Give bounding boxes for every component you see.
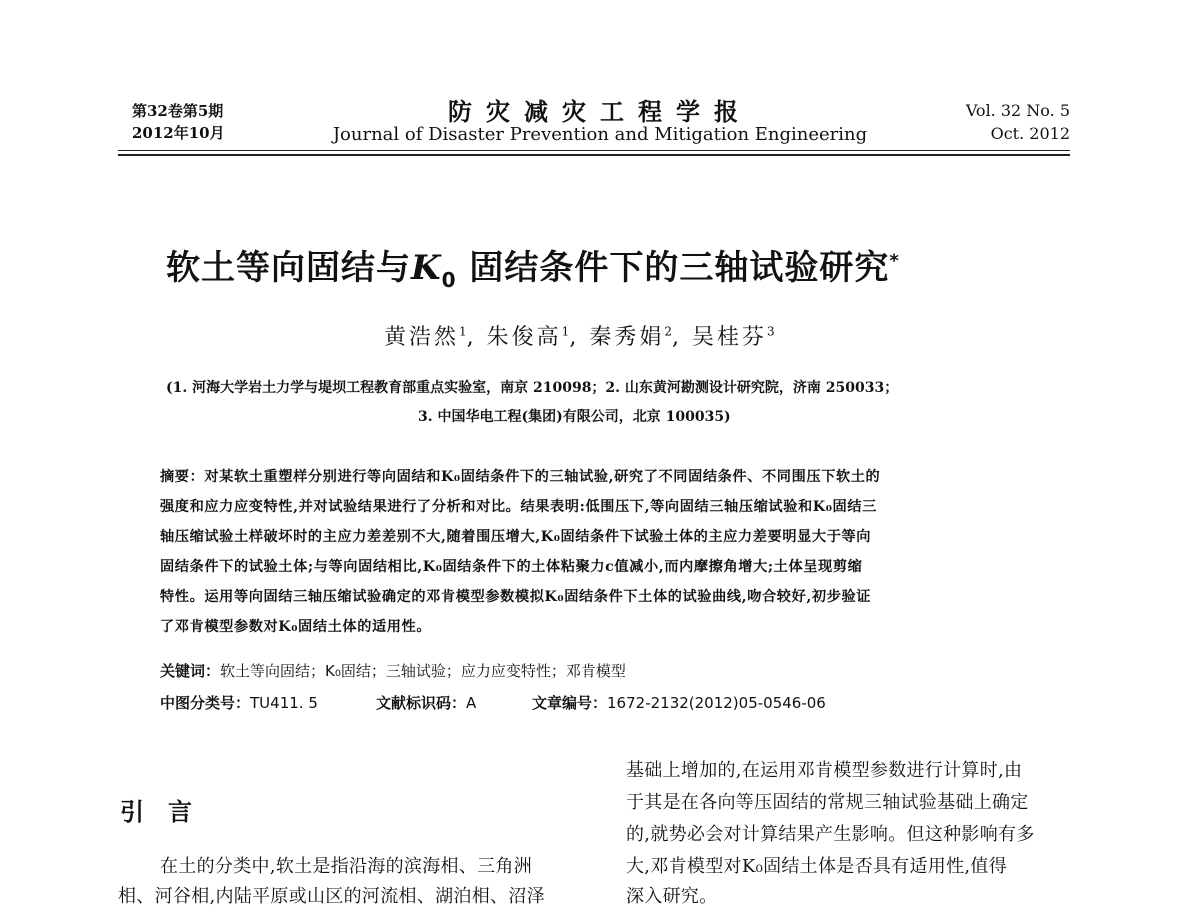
body-line-right: 基础上增加的,在运用邓肯模型参数进行计算时,由	[626, 760, 1023, 781]
volume-issue-en: Vol. 32 No. 5	[965, 101, 1070, 120]
clc-value: TU411. 5	[250, 694, 318, 712]
keywords-value: 软土等向固结；K₀固结；三轴试验；应力应变特性；邓肯模型	[220, 662, 626, 680]
clc-number	[160, 692, 318, 713]
article-number-label: 文章编号：	[532, 694, 608, 712]
article-number	[532, 692, 826, 713]
author-affil-ref: 1	[459, 324, 467, 339]
body-line-right: 的,就势必会对计算结果产生影响。但这种影响有多	[626, 824, 1035, 845]
body-line-right: 深入研究。	[626, 886, 718, 907]
journal-title-en: Journal of Disaster Prevention and Mitigation Engineering	[332, 124, 868, 145]
title-text-2: 固结条件下的三轴试验研究	[469, 248, 890, 288]
section-heading-intro: 引言	[120, 798, 216, 826]
article-number-value: 1672-2132(2012)05-0546-06	[607, 694, 826, 712]
author-name: 吴桂芬	[691, 325, 767, 350]
body-line-left: 相、河谷相,内陆平原或山区的河流相、湖泊相、沼泽	[118, 886, 545, 907]
abstract-line	[160, 466, 880, 486]
author-name: 黄浩然	[384, 325, 460, 350]
author-affil-ref: 3	[766, 324, 775, 339]
author-affil-ref: 2	[664, 324, 672, 339]
abstract-line: 特性。运用等向固结三轴压缩试验确定的邓肯模型参数模拟K₀固结条件下土体的试验曲线,吻合较好,初步验证	[160, 589, 872, 605]
author-affil-ref: 1	[561, 324, 570, 339]
date-cn: 2012年10月	[132, 124, 225, 142]
doc-code-value: A	[466, 694, 477, 712]
header-rule-thick	[118, 154, 1070, 156]
affiliation-line-1: (1. 河海大学岩土力学与堤坝工程教育部重点实验室，南京 210098；2. 山东黄河勘测设计研究院，济南 250033；	[166, 380, 899, 396]
abstract-line: 了邓肯模型参数对K₀固结土体的适用性。	[160, 619, 432, 635]
author-name: 朱俊高	[486, 325, 562, 350]
author-list: 黄浩然$^1$, 朱俊高$^1$, 秦秀娟$^2$, 吴桂芬$^3$	[384, 324, 775, 350]
keywords	[160, 660, 626, 681]
abstract-line: 强度和应力应变特性,并对试验结果进行了分析和对比。结果表明:低围压下,等向固结三轴压缩试验和K₀固结三	[160, 499, 877, 515]
header-rule-thin	[118, 150, 1070, 151]
body-line-right: 大,邓肯模型对K₀固结土体是否具有适用性,值得	[626, 856, 1008, 877]
body-line-left: 在土的分类中,软土是指沿海的滨海相、三角洲	[160, 856, 533, 877]
journal-title-cn: 防灾减灾工程学报	[448, 97, 752, 126]
keywords-label: 关键词：	[160, 662, 221, 680]
paper-title	[166, 240, 900, 292]
abstract-line: 轴压缩试验土样破坏时的主应力差差别不大,随着围压增大,K₀固结条件下试验土体的主应力差要明显大于等向	[160, 529, 872, 545]
date-en: Oct. 2012	[990, 124, 1070, 143]
title-k-subscript: 0	[441, 267, 457, 292]
abstract-label: 摘要：	[160, 469, 205, 485]
title-footnote-mark: *	[889, 250, 900, 272]
body-line-right: 于其是在各向等压固结的常规三轴试验基础上确定	[626, 792, 1029, 813]
title-k-symbol: K	[411, 248, 442, 288]
doc-code-label: 文献标识码：	[376, 694, 467, 712]
volume-issue-cn: 第32卷第5期	[132, 102, 224, 120]
abstract-text: 对某软土重塑样分别进行等向固结和K₀固结条件下的三轴试验,研究了不同固结条件、不同围压下软土的	[204, 469, 881, 485]
clc-label: 中图分类号：	[160, 694, 251, 712]
affiliation-line-2: 3. 中国华电工程(集团)有限公司，北京 100035)	[418, 409, 731, 425]
title-text-1: 软土等向固结与	[166, 248, 411, 288]
document-code	[376, 692, 476, 713]
author-name: 秦秀娟	[589, 325, 665, 350]
abstract-line: 固结条件下的试验土体;与等向固结相比,K₀固结条件下的土体粘聚力c值减小,而内摩擦角增大;土体呈现剪缩	[160, 559, 863, 575]
